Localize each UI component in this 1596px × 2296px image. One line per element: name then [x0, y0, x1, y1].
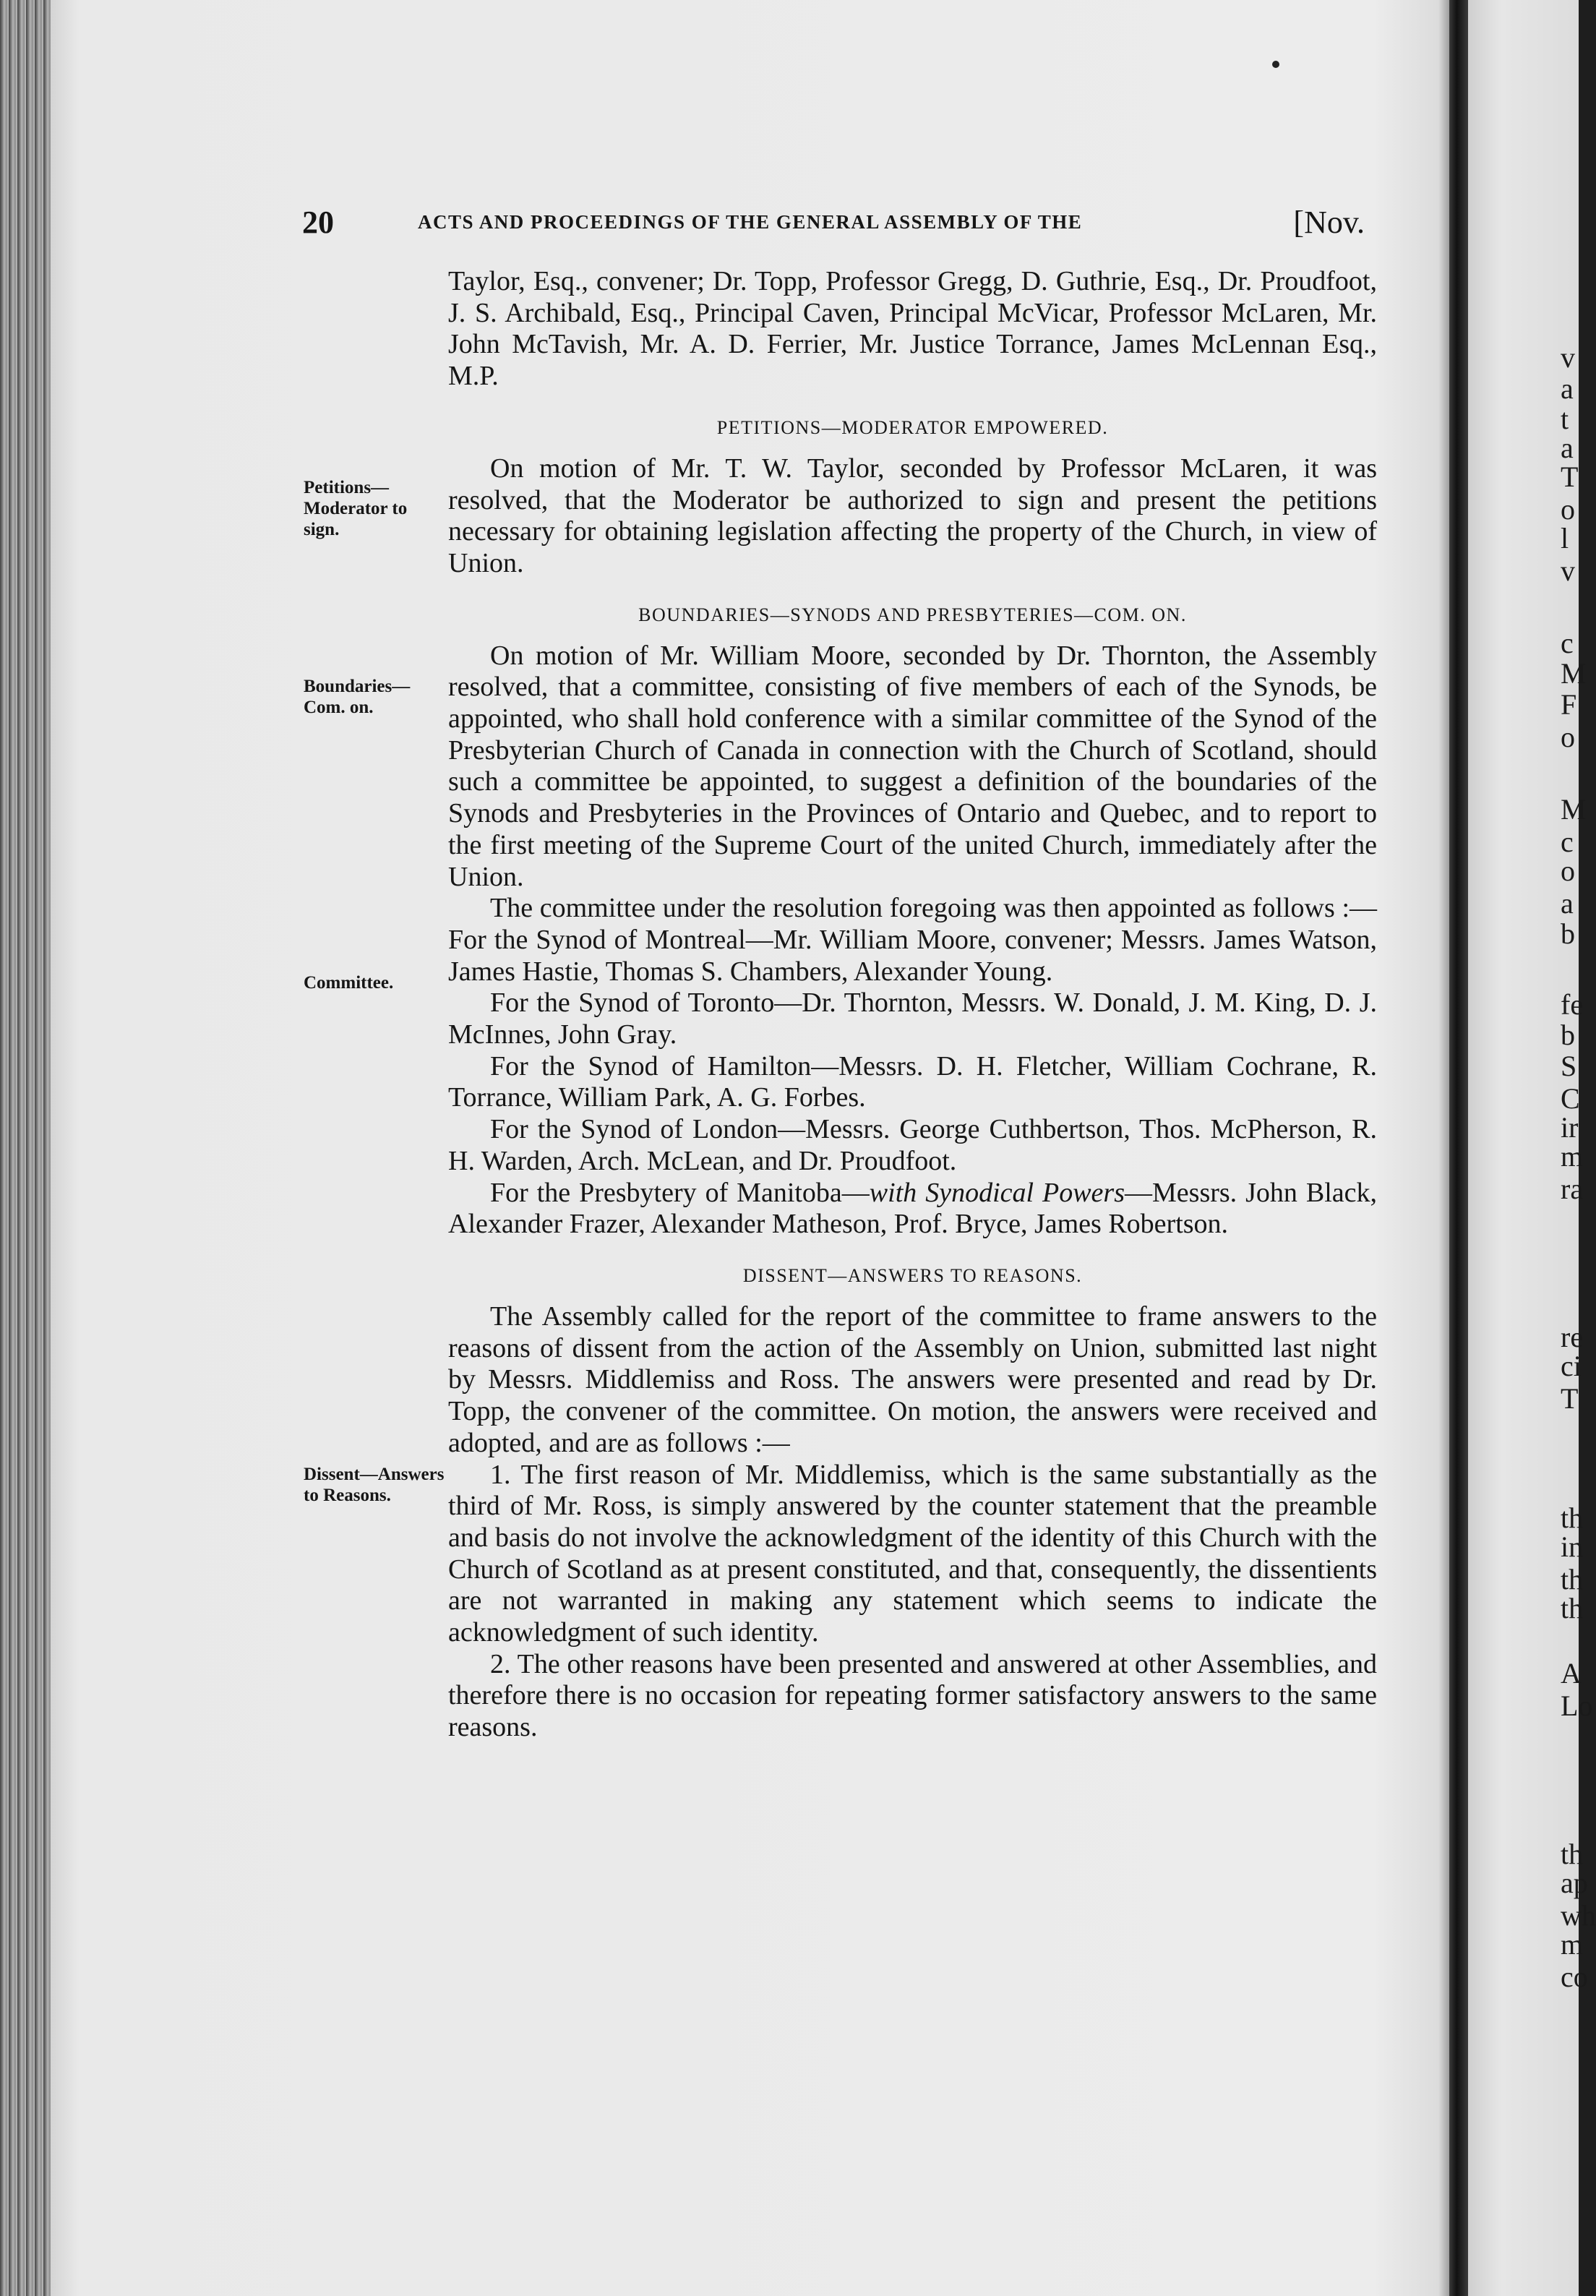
manitoba-italic: with Synodical Powers — [869, 1177, 1125, 1208]
facing-page-letter: wh — [1561, 1899, 1596, 1932]
manitoba-lead: For the Presbytery of Manitoba— — [490, 1177, 870, 1208]
facing-page-letter: ra — [1561, 1173, 1584, 1205]
facing-page-letter: T — [1561, 1382, 1579, 1415]
facing-page-letter: v — [1561, 554, 1575, 587]
facing-page-letter: th — [1561, 1502, 1584, 1534]
facing-page-letter: T — [1561, 461, 1579, 493]
facing-page-letter: re — [1561, 1321, 1584, 1353]
paragraph-intro: Taylor, Esq., convener; Dr. Topp, Professor Gregg, D. Guthrie, Esq., Dr. Proudfoot, J. S. Archibald, Esq., Principal Caven, Principal McVicar, Professor McLaren, Mr. John McTavish, Mr. A. D. Ferrier, Mr. Justice Torrance, James McLennan Esq., M.P. — [448, 266, 1377, 392]
facing-page-letter: o — [1561, 721, 1575, 753]
book-gutter — [1449, 0, 1468, 2296]
sidenote-boundaries: Boundaries—Com. on. — [304, 677, 411, 717]
facing-page-fragment — [1468, 0, 1596, 2296]
facing-page-letter: a — [1561, 372, 1574, 405]
facing-page-letter: l — [1561, 522, 1569, 554]
sidenote-petitions: Petitions—Moderator to sign. — [304, 478, 408, 539]
facing-page-letter: v — [1561, 341, 1575, 374]
facing-page-letter: b — [1561, 1019, 1575, 1051]
paragraph-london: For the Synod of London—Messrs. George Cuthbertson, Thos. McPherson, R. H. Warden, Arch. McLean, and Dr. Proudfoot. — [448, 1114, 1377, 1176]
paragraph-manitoba — [448, 1178, 1377, 1241]
facing-page-letter: S — [1561, 1050, 1577, 1082]
facing-page-letter: m — [1561, 1928, 1584, 1961]
paragraph-reason-2: 2. The other reasons have been presented and answered at other Assemblies, and therefore there is no occasion for repeating former satisfactory answers to the same reasons. — [448, 1648, 1377, 1743]
facing-page-letter: b — [1561, 917, 1575, 950]
facing-page-letter: a — [1561, 887, 1574, 920]
paragraph-hamilton: For the Synod of Hamilton—Messrs. D. H. Fletcher, William Cochrane, R. Torrance, William Park, A. G. Forbes. — [448, 1050, 1377, 1113]
facing-page-letter: co — [1561, 1961, 1588, 1993]
facing-page-letter: t — [1561, 403, 1569, 435]
paragraph-toronto: For the Synod of Toronto—Dr. Thornton, Messrs. W. Donald, J. M. King, D. J. McInnes, John Gray. — [448, 988, 1377, 1050]
facing-page-letter: c — [1561, 826, 1574, 858]
main-text — [448, 266, 1377, 1744]
paragraph-boundaries: On motion of Mr. William Moore, seconded by Dr. Thornton, the Assembly resolved, that a committee, consisting of five members of each of the Synods, be appointed, who shall hold conference with a similar committee of the Synod of the Presbyterian Church of Canada in connection with the Church of Scotland, should such a committee be appointed, to suggest a definition of the boundaries of the Synods and Presbyteries in the Provinces of Ontario and Quebec, and to report to the first meeting of the Supreme Court of the united Church, immediately after the Union. — [448, 640, 1377, 892]
paragraph-dissent: The Assembly called for the report of the committee to frame answers to the reasons of dissent from the action of the Assembly on Union, submitted last night by Messrs. Middlemiss and Ross. The answers were presented and read by Dr. Topp, the convener of the committee. On motion, the answers were received and adopted, and are as follows :— — [448, 1301, 1377, 1458]
facing-page-letter: M — [1561, 657, 1587, 690]
paragraph-reason-1: 1. The first reason of Mr. Middlemiss, which is the same substantially as the third of Mr. Ross, is simply answered by the counter statement that the preamble and basis do not involve the acknowledgment of the identity of this Church with the Church of Scotland as at present constituted, and that, consequently, the dissentients are not warranted in making any statement which seems to indicate the acknowledgment of such identity. — [448, 1459, 1377, 1648]
running-date: [Nov. — [1293, 205, 1365, 240]
facing-page-letter: M — [1561, 793, 1587, 826]
heading-dissent: DISSENT—ANSWERS TO REASONS. — [742, 1264, 1083, 1286]
sidenote-dissent: Dissent—Answers to Reasons. — [304, 1465, 445, 1505]
heading-boundaries: BOUNDARIES—SYNODS AND PRESBYTERIES—COM. ON. — [638, 604, 1187, 625]
facing-page-letter: th — [1561, 1592, 1584, 1624]
running-title: ACTS AND PROCEEDINGS OF THE GENERAL ASSEMBLY OF THE — [418, 211, 1083, 233]
page-number: 20 — [302, 205, 334, 240]
facing-page-letter: ir — [1561, 1111, 1579, 1144]
facing-page-letter: c — [1561, 627, 1574, 659]
facing-page-letter: o — [1561, 854, 1575, 887]
facing-page-letter: A — [1561, 1657, 1582, 1689]
facing-page-letter: m — [1561, 1140, 1584, 1173]
facing-page-letter: F — [1561, 688, 1577, 721]
running-header — [302, 204, 1365, 240]
facing-page-letter: fe — [1561, 988, 1584, 1021]
paragraph-committee: The committee under the resolution foregoing was then appointed as follows :—For the Synod of Montreal—Mr. William Moore, convener; Messrs. James Watson, James Hastie, Thomas S. Chambers, Alexander Young. — [448, 893, 1377, 987]
ink-speck — [1272, 61, 1279, 68]
facing-page-letter: a — [1561, 432, 1574, 464]
facing-page-letter: th — [1561, 1838, 1584, 1870]
facing-page-letter: in — [1561, 1530, 1584, 1563]
paragraph-petitions: On motion of Mr. T. W. Taylor, seconded by Professor McLaren, it was resolved, that the Moderator be authorized to sign and present the petitions necessary for obtaining legislation affecting the property of the Church, in view of Union. — [448, 453, 1377, 578]
page-edge-stack — [0, 0, 51, 2296]
facing-page-letter: o — [1561, 493, 1575, 526]
facing-page-letter: th — [1561, 1563, 1584, 1595]
facing-page-letter: C — [1561, 1082, 1580, 1115]
facing-page-letter: ap — [1561, 1867, 1588, 1899]
sidenote-committee: Committee. — [304, 973, 394, 993]
facing-page-letter: ci — [1561, 1350, 1582, 1382]
facing-page-letter: Lo — [1561, 1689, 1593, 1722]
manitoba-rest: —Messrs. John Black, Alexander Frazer, Alexander Matheson, Prof. Bryce, James Robertson. — [448, 1177, 1377, 1240]
heading-petitions: PETITIONS—MODERATOR EMPOWERED. — [716, 416, 1109, 438]
